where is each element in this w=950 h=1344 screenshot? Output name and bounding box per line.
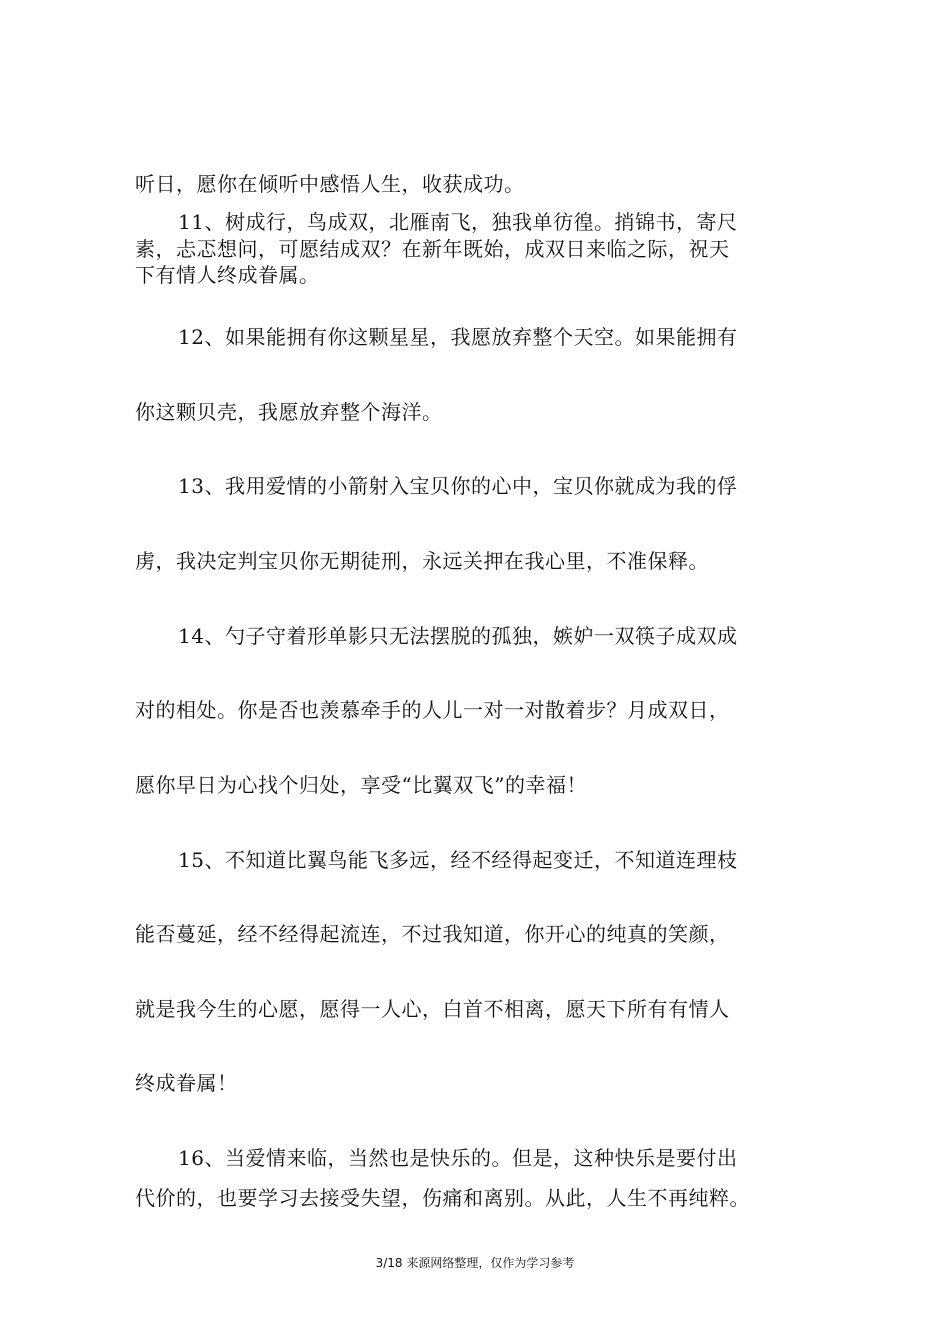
page-footer: 3/18 来源网络整理，仅作为学习参考 <box>375 1256 575 1270</box>
text-line: 下有情人终成眷属。 <box>135 263 320 287</box>
text-line: 对的相处。你是否也羡慕牵手的人儿一对一对散着步？月成双日， <box>135 698 730 722</box>
text-line: 愿你早日为心找个归处，享受“比翼双飞”的幸福！ <box>135 773 587 797</box>
text-line: 代价的，也要学习去接受失望，伤痛和离别。从此，人生不再纯粹。 <box>135 1186 750 1210</box>
text-line: 12、如果能拥有你这颗星星，我愿放弃整个天空。如果能拥有 <box>178 325 738 349</box>
text-line: 听日，愿你在倾听中感悟人生，收获成功。 <box>135 172 525 196</box>
text-line: 终成眷属！ <box>135 1071 238 1095</box>
text-line: 就是我今生的心愿，愿得一人心，白首不相离，愿天下所有有情人 <box>135 997 730 1021</box>
text-line: 13、我用爱情的小箭射入宝贝你的心中，宝贝你就成为我的俘 <box>178 474 738 498</box>
text-line: 能否蔓延，经不经得起流连，不过我知道，你开心的纯真的笑颜， <box>135 922 730 946</box>
text-line: 虏，我决定判宝贝你无期徒刑，永远关押在我心里，不准保释。 <box>135 549 709 573</box>
text-line: 11、树成行，鸟成双，北雁南飞，独我单彷徨。捎锦书，寄尺 <box>178 210 738 234</box>
text-line: 14、勺子守着形单影只无法摆脱的孤独，嫉妒一双筷子成双成 <box>178 624 738 648</box>
text-line: 15、不知道比翼鸟能飞多远，经不经得起变迁，不知道连理枝 <box>178 848 738 872</box>
text-line: 16、当爱情来临，当然也是快乐的。但是，这种快乐是要付出 <box>178 1146 738 1170</box>
text-line: 你这颗贝壳，我愿放弃整个海洋。 <box>135 400 443 424</box>
text-line: 素，忐忑想问，可愿结成双？在新年既始，成双日来临之际，祝天 <box>135 237 730 261</box>
